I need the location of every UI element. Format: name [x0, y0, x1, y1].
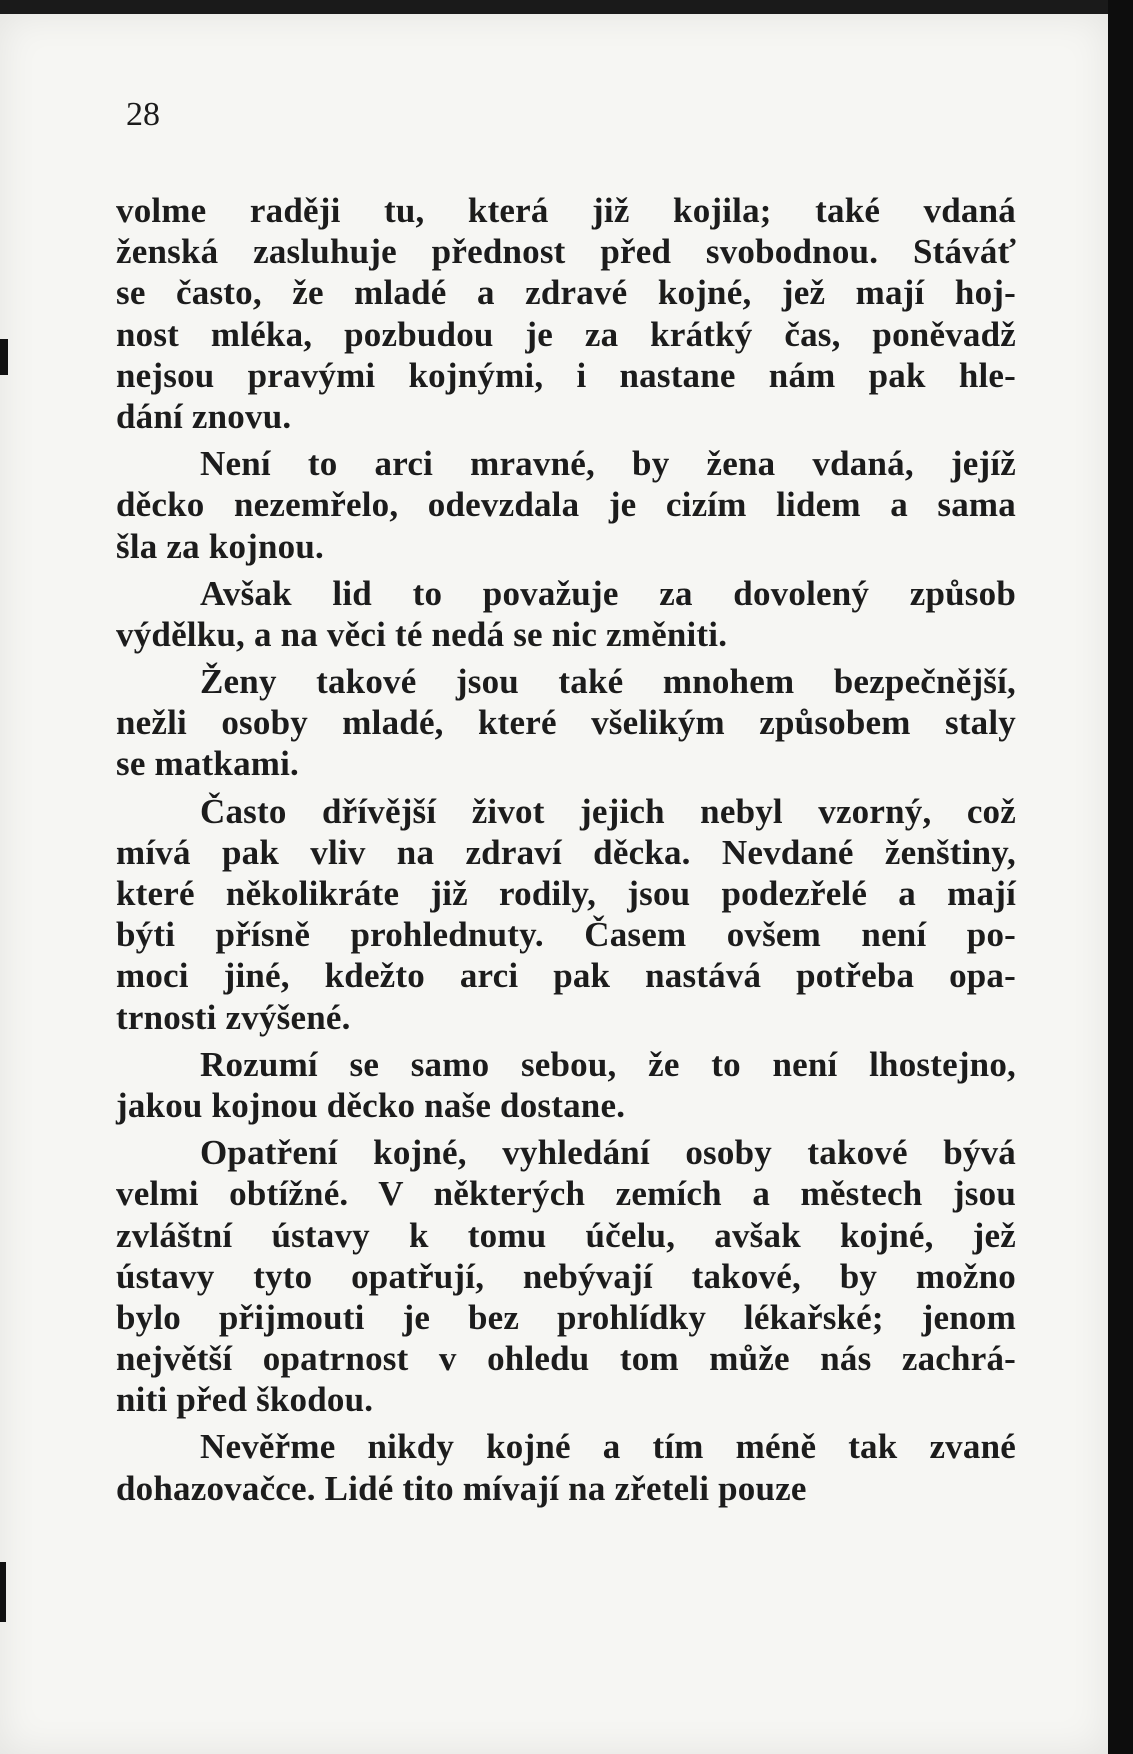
- text-line: Často dřívější život jejich nebyl vzorný, což: [200, 791, 1016, 831]
- text-line: dohazovačce. Lidé tito mívají na zřeteli pouze: [116, 1468, 807, 1508]
- text-line: nežli osoby mladé, které všelikým způsobem staly: [116, 703, 1016, 743]
- text-line: nejsou pravými kojnými, i nastane nám pak hle-: [116, 355, 1016, 395]
- text-line: Avšak lid to považuje za dovolený způsob: [200, 573, 1016, 613]
- text-line: největší opatrnost v ohledu tom může nás zachrá-: [116, 1339, 1016, 1379]
- text-line: šla za kojnou.: [116, 526, 324, 566]
- paragraph: [116, 1132, 1016, 1420]
- paragraph: [116, 1426, 1016, 1508]
- scan-margin-mark: [0, 339, 8, 375]
- text-line: niti před škodou.: [116, 1380, 374, 1420]
- body-text: [116, 190, 1016, 1515]
- text-line: se často, že mladé a zdravé kojné, jež mají hoj-: [116, 273, 1016, 313]
- text-line: Opatření kojné, vyhledání osoby takové bývá: [200, 1133, 1016, 1173]
- text-line: ústavy tyto opatřují, nebývají takové, by možno: [116, 1256, 1016, 1296]
- text-line: ženská zasluhuje přednost před svobodnou. Stáváť: [116, 232, 1016, 272]
- text-line: které několikráte již rodily, jsou podezřelé a mají: [116, 874, 1016, 913]
- text-line: zvláštní ústavy k tomu účelu, avšak kojné, jež: [116, 1215, 1016, 1255]
- text-line: býti přísně prohlednuty. Časem ovšem není po-: [116, 915, 1016, 955]
- text-line: mívá pak vliv na zdraví děcka. Nevdané ženštiny,: [116, 832, 1016, 872]
- text-line: Není to arci mravné, by žena vdaná, jejíž: [200, 444, 1016, 484]
- paragraph: [116, 1044, 1016, 1126]
- scan-margin-mark: [0, 1562, 6, 1622]
- text-line: děcko nezemřelo, odevzdala je cizím lidem a sama: [116, 485, 1016, 525]
- text-line: moci jiné, kdežto arci pak nastává potřeba opa-: [116, 956, 1016, 996]
- paragraph: [116, 791, 1016, 1038]
- scan-top-edge: [0, 0, 1133, 14]
- paragraph: [116, 661, 1016, 785]
- text-line: nost mléka, pozbudou je za krátký čas, poněvadž: [116, 314, 1016, 354]
- text-line: trnosti zvýšené.: [116, 997, 351, 1037]
- scan-right-edge: [1108, 0, 1133, 1754]
- text-line: jakou kojnou děcko naše dostane.: [116, 1085, 626, 1125]
- text-line: volme raději tu, která již kojila; také vdaná: [116, 191, 1016, 230]
- text-line: se matkami.: [116, 744, 300, 784]
- text-line: Rozumí se samo sebou, že to není lhostejno,: [200, 1044, 1016, 1084]
- text-line: dání znovu.: [116, 396, 292, 436]
- text-line: bylo přijmouti je bez prohlídky lékařské; jenom: [116, 1297, 1016, 1337]
- text-line: Ženy takové jsou také mnohem bezpečnější,: [200, 662, 1016, 702]
- book-page: [0, 14, 1108, 1754]
- text-line: velmi obtížné. V některých zemích a městech jsou: [116, 1174, 1016, 1214]
- paragraph: [116, 443, 1016, 567]
- paragraph: [116, 573, 1016, 655]
- text-line: výdělku, a na věci té nedá se nic změniti.: [116, 614, 728, 654]
- text-line: Nevěřme nikdy kojné a tím méně tak zvané: [200, 1427, 1016, 1467]
- page-number: 28: [126, 96, 160, 133]
- paragraph: [116, 190, 1016, 437]
